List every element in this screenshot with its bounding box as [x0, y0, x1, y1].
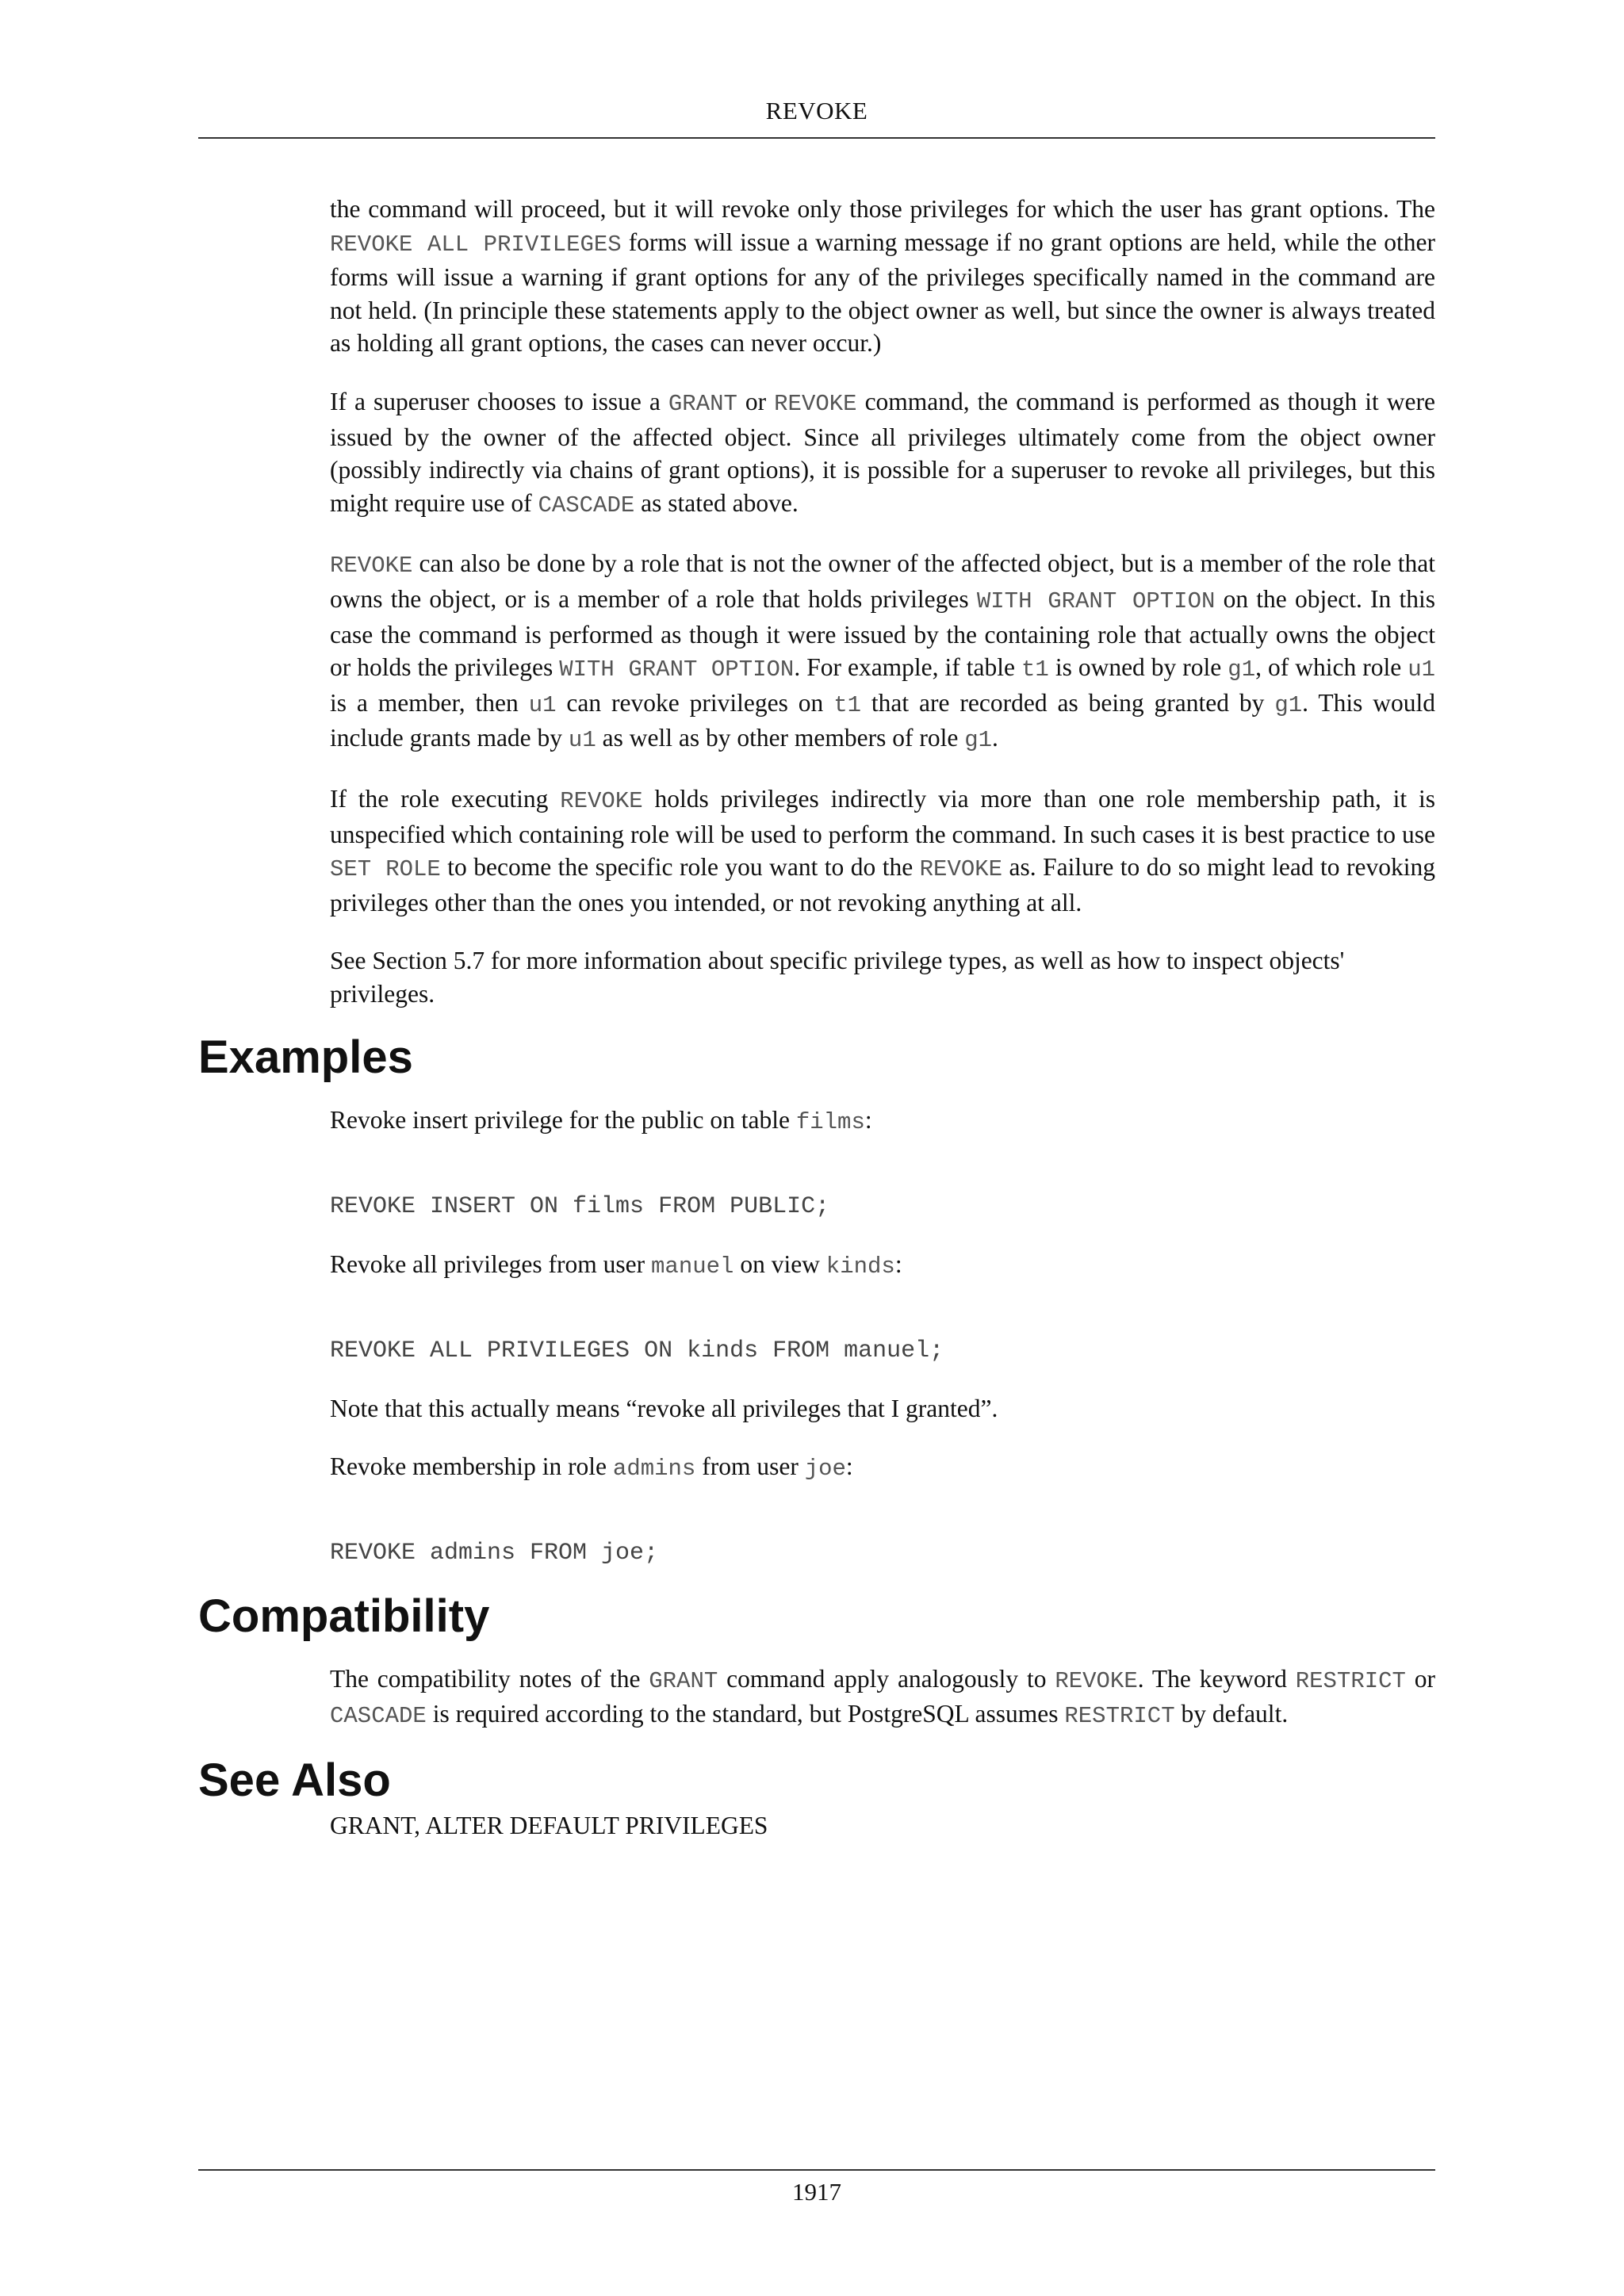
intro-paragraph-4: If the role executing REVOKE holds privileges indirectly via more than one role membership path, it is unspecified which containing role will be used to perform the command. In such cases it is best practice to use SET ROLE to become the specific role you want to do the REVOKE as. Failure to do so might lead to revoking privileges other than the ones you intended, or not revoking anything at all. [330, 784, 1435, 916]
example-1-description: Revoke insert privilege for the public on table films: [330, 1106, 872, 1136]
see-also-links: GRANT, ALTER DEFAULT PRIVILEGES [330, 1812, 768, 1840]
see-also-heading: See Also [198, 1755, 391, 1807]
compatibility-heading: Compatibility [198, 1590, 490, 1642]
example-2-note: Note that this actually means “revoke all privileges that I granted”. [330, 1394, 998, 1422]
intro-paragraph-5: See Section 5.7 for more information about specific privilege types, as well as how to inspect objects' privileges. [330, 947, 1345, 1008]
footer-rule [198, 2169, 1435, 2171]
example-3-description: Revoke membership in role admins from user joe: [330, 1452, 853, 1483]
intro-paragraph-3: REVOKE can also be done by a role that is not the owner of the affected object, but is a member of the role that owns the object, or is a member of a role that holds privileges WITH GRANT OPTION on the object. In this case the command is performed as though it were issued by the containing role that actually owns the object or holds the privileges WITH GRANT OPTION. For example, if table t1 is owned by role g1, of which role u1 is a member, then u1 can revoke privileges on t1 that are recorded as being granted by g1. This would include grants made by u1 as well as by other members of role g1. [330, 549, 1436, 754]
compatibility-paragraph: The compatibility notes of the GRANT command apply analogously to REVOKE. The keyword RESTRICT or CASCADE is required according to the standard, but PostgreSQL assumes RESTRICT by default. [330, 1664, 1435, 1730]
example-3-code: REVOKE admins FROM joe; [330, 1539, 659, 1567]
example-2-code: REVOKE ALL PRIVILEGES ON kinds FROM manuel; [330, 1337, 944, 1364]
examples-heading: Examples [198, 1031, 413, 1084]
intro-paragraph-2: If a superuser chooses to issue a GRANT or REVOKE command, the command is performed as though it were issued by the owner of the affected object. Since all privileges ultimately come from the object owner (possibly indirectly via chains of grant options), it is possible for a superuser to revoke all privileges, but this might require use of CASCADE as stated above. [330, 387, 1435, 519]
page-content [198, 193, 1435, 1843]
running-header: REVOKE [765, 97, 868, 124]
intro-paragraph-1: the command will proceed, but it will revoke only those privileges for which the user has grant options. The REVOKE ALL PRIVILEGES forms will issue a warning message if no grant options are held, while the other forms will issue a warning if grant options for any of the privileges specifically named in the command are not held. (In principle these statements apply to the object owner as well, but since the owner is always treated as holding all grant options, the cases can never occur.) [330, 195, 1435, 358]
example-1-code: REVOKE INSERT ON films FROM PUBLIC; [330, 1193, 830, 1221]
example-2-description: Revoke all privileges from user manuel on view kinds: [330, 1250, 902, 1280]
page-number: 1917 [792, 2178, 841, 2206]
header-rule [198, 137, 1435, 139]
